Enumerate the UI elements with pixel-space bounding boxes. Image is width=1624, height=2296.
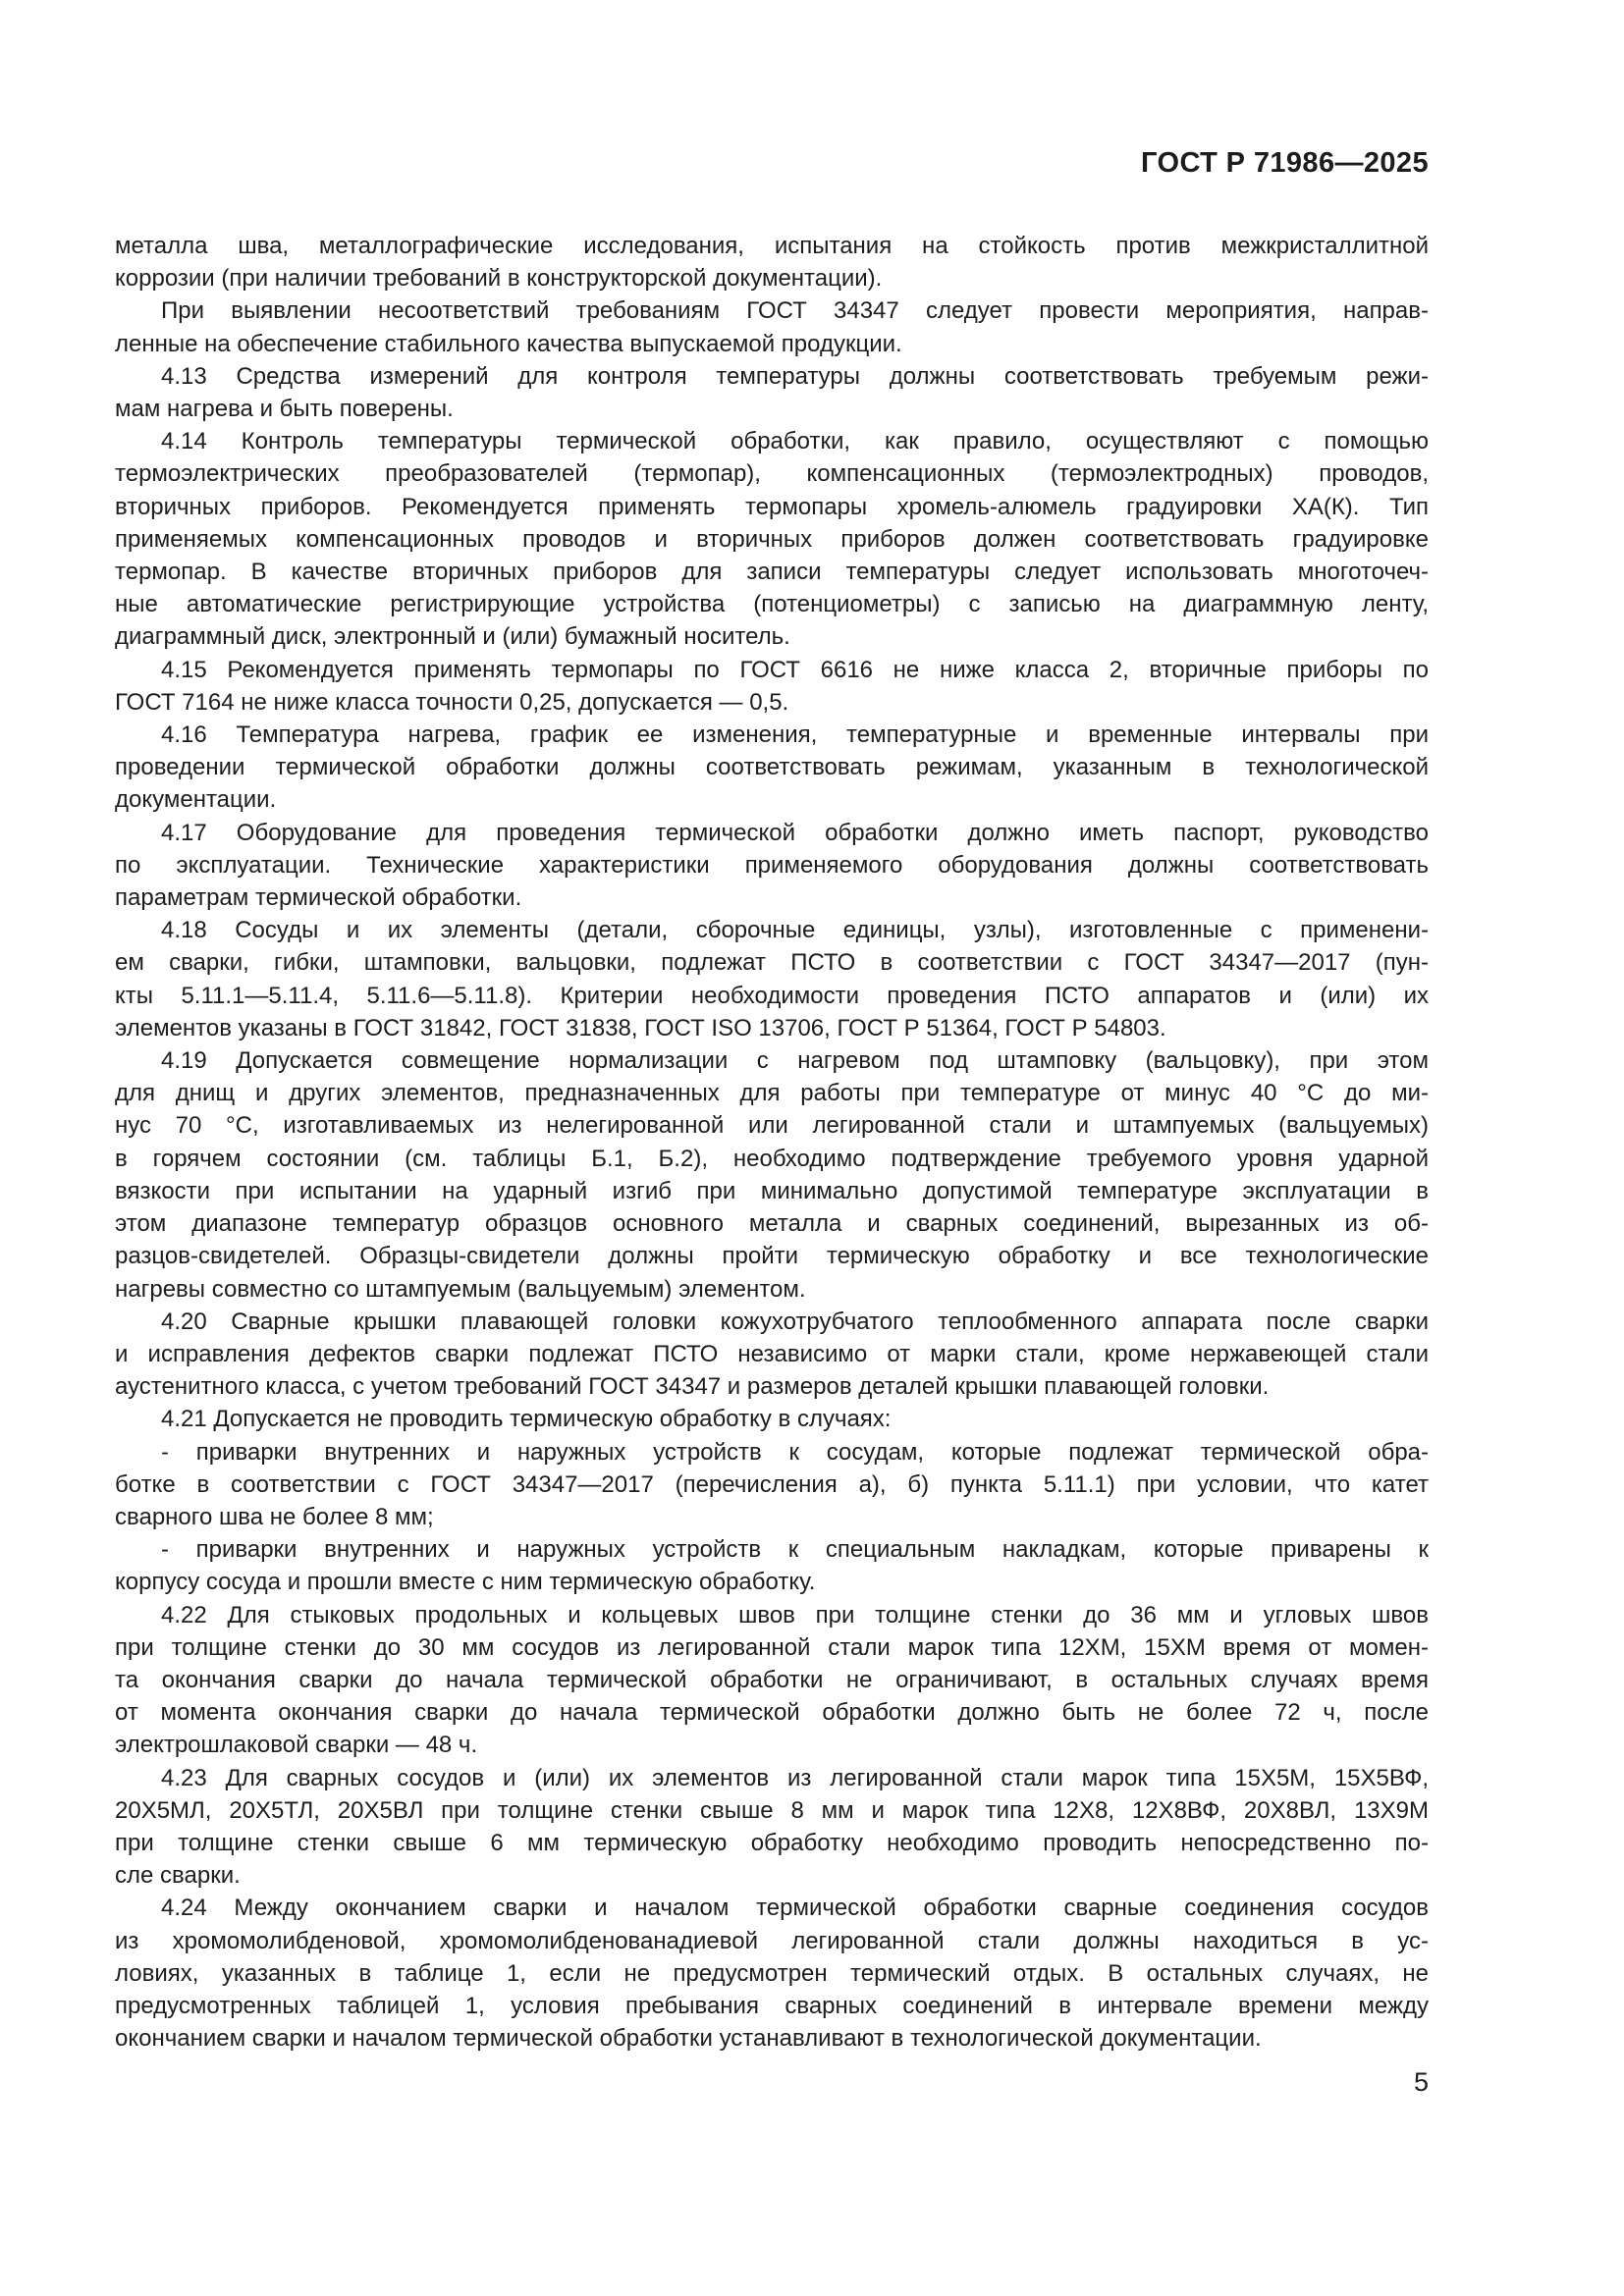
text-line: ные автоматические регистрирующие устройства (потенциометры) с записью на диаграммную ленту,	[115, 591, 1429, 618]
text-line: ГОСТ 7164 не ниже класса точности 0,25, допускается — 0,5.	[115, 688, 789, 716]
text-line: 4.17 Оборудование для проведения термической обработки должно иметь паспорт, руководство	[161, 819, 1429, 846]
text-line: по эксплуатации. Технические характеристики применяемого оборудования должны соответствовать	[115, 851, 1429, 879]
text-line: сварного шва не более 8 мм;	[115, 1503, 434, 1530]
text-line: параметрам термической обработки.	[115, 884, 522, 912]
text-line: нус 70 °С, изготавливаемых из нелегированной или легированной стали и штампуемых (вальцуемых)	[115, 1112, 1429, 1140]
text-line: При выявлении несоответствий требованиям ГОСТ 34347 следует провести мероприятия, направ-	[161, 297, 1429, 325]
text-line: применяемых компенсационных проводов и вторичных приборов должен соответствовать градуировке	[115, 525, 1429, 553]
text-line: предусмотренных таблицей 1, условия пребывания сварных соединений в интервале времени между	[115, 1992, 1429, 2019]
text-line: 4.13 Средства измерений для контроля температуры должны соответствовать требуемым режи-	[161, 362, 1429, 390]
text-line: 4.21 Допускается не проводить термическую обработку в случаях:	[161, 1406, 892, 1433]
text-line: термоэлектрических преобразователей (термопар), компенсационных (термоэлектродных) проводов,	[115, 460, 1429, 488]
document-header: ГОСТ Р 71986—2025	[1141, 147, 1429, 179]
page-number: 5	[1413, 2067, 1429, 2097]
text-line: 4.20 Сварные крышки плавающей головки кожухотрубчатого теплообменного аппарата после сварки	[161, 1308, 1429, 1335]
text-line: и исправления дефектов сварки подлежат ПСТО независимо от марки стали, кроме нержавеющей стали	[115, 1340, 1429, 1367]
text-line: проведении термической обработки должны соответствовать режимам, указанным в технологической	[115, 754, 1429, 781]
text-line: ленные на обеспечение стабильного качества выпускаемой продукции.	[115, 330, 902, 357]
text-line: из хромомолибденовой, хромомолибденованадиевой легированной стали должны находиться в ус-	[115, 1927, 1429, 1954]
text-line: ем сварки, гибки, штамповки, вальцовки, подлежат ПСТО в соответствии с ГОСТ 34347—2017 (пун-	[115, 949, 1429, 977]
text-line: 4.24 Между окончанием сварки и началом термической обработки сварные соединения сосудов	[161, 1895, 1429, 1922]
text-line: 4.16 Температура нагрева, график ее изменения, температурные и временные интервалы при	[161, 721, 1429, 749]
document-body	[115, 230, 1429, 2055]
text-line: аустенитного класса, с учетом требований ГОСТ 34347 и размеров деталей крышки плавающей головки.	[115, 1373, 1270, 1401]
text-line: 4.19 Допускается совмещение нормализации с нагревом под штамповку (вальцовку), при этом	[161, 1047, 1429, 1075]
text-line: коррозии (при наличии требований в конструкторской документации).	[115, 265, 883, 293]
text-line: вторичных приборов. Рекомендуется применять термопары хромель-алюмель градуировки ХА(К). Тип	[115, 493, 1429, 520]
text-line: термопар. В качестве вторичных приборов для записи температуры следует использовать многоточеч-	[115, 559, 1429, 586]
text-line: документации.	[115, 786, 277, 814]
text-line: при толщине стенки свыше 6 мм термическую обработку необходимо проводить непосредственно по-	[115, 1829, 1429, 1856]
text-line: при толщине стенки до 30 мм сосудов из легированной стали марок типа 12ХМ, 15ХМ время от момен-	[115, 1633, 1429, 1661]
text-line: для днищ и других элементов, предназначенных для работы при температуре от минус 40 °С до ми-	[115, 1080, 1429, 1107]
text-line: - приварки внутренних и наружных устройств к сосудам, которые подлежат термической обра-	[161, 1438, 1429, 1466]
text-line: 4.23 Для сварных сосудов и (или) их элементов из легированной стали марок типа 15Х5М, 15Х5ВФ,	[161, 1764, 1429, 1791]
text-line: ловиях, указанных в таблице 1, если не предусмотрен термический отдых. В остальных случаях, не	[115, 1959, 1429, 1987]
text-line: мам нагрева и быть поверены.	[115, 396, 454, 423]
text-line: 4.18 Сосуды и их элементы (детали, сборочные единицы, узлы), изготовленные с применени-	[161, 917, 1429, 944]
text-line: ботке в соответствии с ГОСТ 34347—2017 (перечисления а), б) пункта 5.11.1) при условии, что катет	[115, 1470, 1429, 1498]
text-line: 4.22 Для стыковых продольных и кольцевых швов при толщине стенки до 36 мм и угловых швов	[161, 1601, 1429, 1629]
text-line: нагревы совместно со штампуемым (вальцуемым) элементом.	[115, 1275, 806, 1303]
text-line: металла шва, металлографические исследования, испытания на стойкость против межкристаллитной	[115, 233, 1429, 259]
text-line: кты 5.11.1—5.11.4, 5.11.6—5.11.8). Критерии необходимости проведения ПСТО аппаратов и (или) их	[115, 982, 1429, 1009]
text-line: элементов указаны в ГОСТ 31842, ГОСТ 31838, ГОСТ ISO 13706, ГОСТ Р 51364, ГОСТ Р 54803.	[115, 1014, 1166, 1041]
text-line: диаграммный диск, электронный и (или) бумажный носитель.	[115, 623, 790, 651]
text-line: 4.14 Контроль температуры термической обработки, как правило, осуществляют с помощью	[161, 428, 1429, 455]
text-line: сле сварки.	[115, 1862, 241, 1890]
text-line: разцов-свидетелей. Образцы-свидетели должны пройти термическую обработку и все технологические	[115, 1243, 1429, 1270]
text-line: окончанием сварки и началом термической обработки устанавливают в технологической документации.	[115, 2025, 1262, 2053]
text-line: та окончания сварки до начала термической обработки не ограничивают, в остальных случаях время	[115, 1666, 1429, 1693]
text-line: 20Х5МЛ, 20Х5ТЛ, 20Х5ВЛ при толщине стенки свыше 8 мм и марок типа 12Х8, 12Х8ВФ, 20Х8ВЛ, 13Х9М	[115, 1796, 1429, 1824]
text-line: - приварки внутренних и наружных устройств к специальным накладкам, которые приварены к	[161, 1536, 1429, 1564]
text-line: вязкости при испытании на ударный изгиб при минимально допустимой температуре эксплуатации в	[115, 1177, 1429, 1204]
text-line: от момента окончания сварки до начала термической обработки должно быть не более 72 ч, после	[115, 1699, 1429, 1727]
text-line: в горячем состоянии (см. таблицы Б.1, Б.2), необходимо подтверждение требуемого уровня ударной	[115, 1145, 1429, 1172]
text-line: электрошлаковой сварки — 48 ч.	[115, 1732, 478, 1759]
text-line: этом диапазоне температур образцов основного металла и сварных соединений, вырезанных из об-	[115, 1210, 1429, 1238]
text-line: корпусу сосуда и прошли вместе с ним термическую обработку.	[115, 1569, 816, 1596]
text-line: 4.15 Рекомендуется применять термопары по ГОСТ 6616 не ниже класса 2, вторичные приборы по	[161, 656, 1429, 683]
